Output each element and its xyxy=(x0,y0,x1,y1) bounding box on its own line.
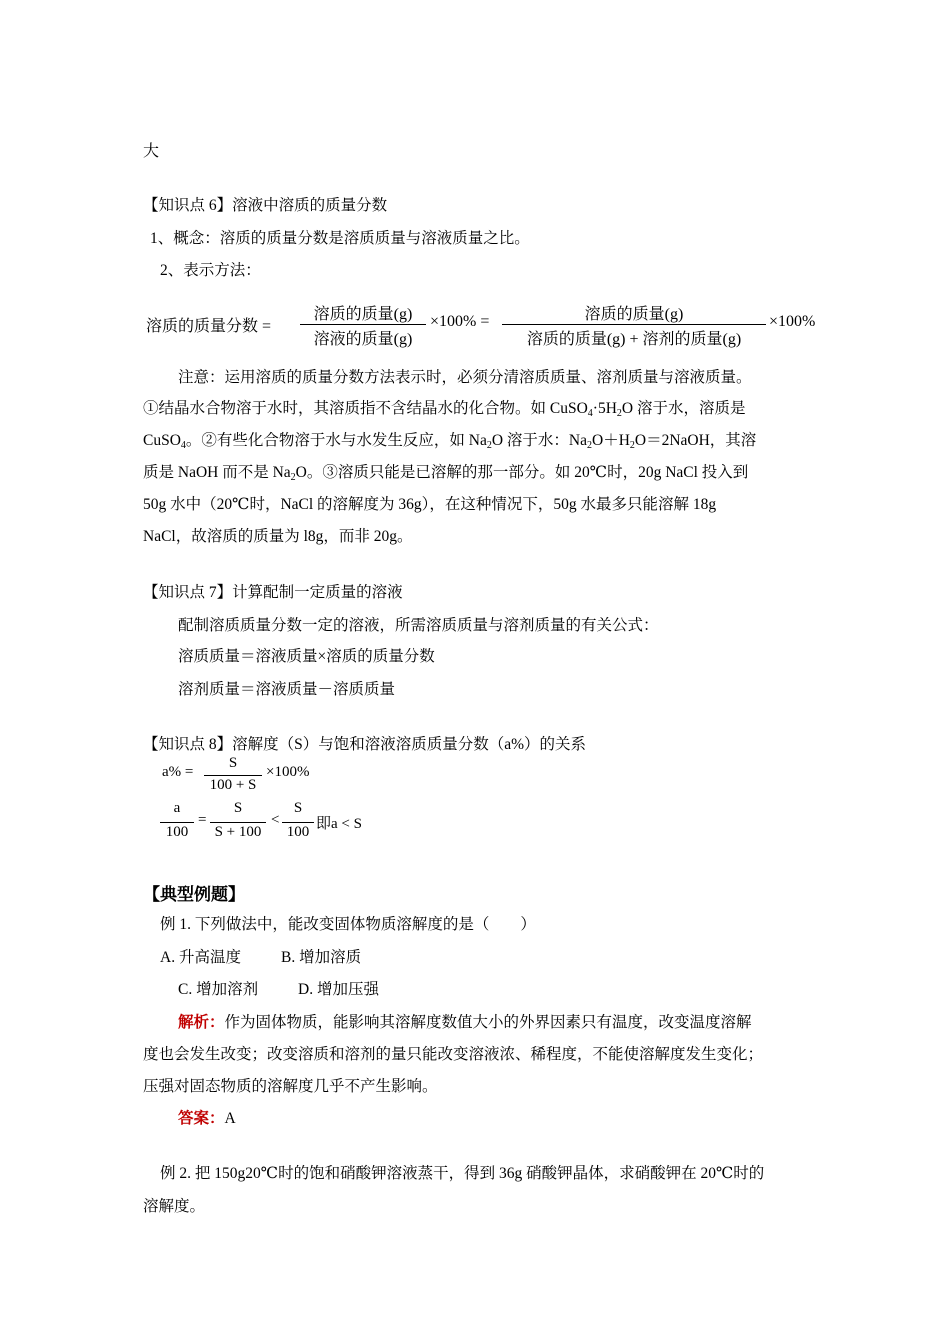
answer-label: 答案： xyxy=(178,1110,225,1127)
ex2-line-1: 例 2. 把 150g20℃时的饱和硝酸钾溶液蒸干，得到 36g 硝酸钾晶体，求硝酸钾在 20℃时的 xyxy=(160,1165,765,1182)
ex2-line-2: 溶解度。 xyxy=(143,1198,206,1215)
kp8-f2-den1: 100 xyxy=(165,824,189,840)
kp6-title: 【知识点 6】溶液中溶质的质量分数 xyxy=(143,197,388,214)
continued-text: 大 xyxy=(143,143,160,160)
kp8-f1-bar xyxy=(204,775,262,776)
formula-den1: 溶液的质量(g) xyxy=(313,331,413,348)
ex1-answer: 答案：A xyxy=(178,1110,236,1127)
examples-heading: 【典型例题】 xyxy=(143,885,245,904)
kp8-f1-den: 100 + S xyxy=(209,777,257,793)
kp8-f2-num3: S xyxy=(293,800,303,816)
formula-num2: 溶质的质量(g) xyxy=(584,306,684,323)
kp7-line-2: 溶质质量＝溶液质量×溶质的质量分数 xyxy=(178,648,435,665)
formula-lhs: 溶质的质量分数 = xyxy=(146,318,272,335)
note-line-3: CuSO$_4$。②有些化合物溶于水与水发生反应，如 $Na_2O$ 溶于水：$Na_2O+H_2O=2NaOH$，其溶 xyxy=(143,432,757,451)
formula-den2: 溶质的质量(g) + 溶剂的质量(g) xyxy=(526,331,742,348)
fraction-bar-1 xyxy=(300,324,426,325)
formula-num1: 溶质的质量(g) xyxy=(313,306,413,323)
kp8-title: 【知识点 8】溶解度（S）与饱和溶液溶质质量分数（a%）的关系 xyxy=(143,736,587,753)
ex1-option-b: B. 增加溶质 xyxy=(281,949,362,966)
kp8-f1-lhs: a% = xyxy=(162,764,194,780)
ex1-analysis-line-1: 解析：作为固体物质，能影响其溶解度数值大小的外界因素只有温度，改变温度溶解 xyxy=(178,1014,752,1031)
note-line-5: 50g 水中（20℃时，NaCl 的溶解度为 36g），在这种情况下，50g 水最多只能溶解 18g xyxy=(143,496,717,513)
kp8-f2-num2: S xyxy=(233,800,243,816)
ex1-analysis-line-3: 压强对固态物质的溶解度几乎不产生影响。 xyxy=(143,1078,438,1095)
formula-mid: ×100% = xyxy=(430,313,490,330)
kp8-f2-bar1 xyxy=(160,822,194,823)
kp8-f2-lt: < xyxy=(271,812,280,828)
note-line-6: NaCl，故溶质的质量为 l8g，而非 20g。 xyxy=(143,528,413,545)
kp8-f2-bar3 xyxy=(282,822,314,823)
ex1-option-d: D. 增加压强 xyxy=(298,981,379,998)
kp8-f2-tail: 即a < S xyxy=(316,816,362,832)
kp6-method: 2、表示方法： xyxy=(160,262,261,279)
kp8-f2-den3: 100 xyxy=(286,824,310,840)
kp6-concept: 1、概念：溶质的质量分数是溶质质量与溶液质量之比。 xyxy=(150,230,530,247)
note-line-1: 注意：运用溶质的质量分数方法表示时，必须分清溶质质量、溶剂质量与溶液质量。 xyxy=(178,369,752,386)
kp8-f2-num1: a xyxy=(173,800,181,816)
ex1-option-a: A. 升高温度 xyxy=(160,949,241,966)
kp8-f2-den2: S + 100 xyxy=(214,824,262,840)
ex1-analysis-line-2: 度也会发生改变；改变溶质和溶剂的量只能改变溶液浓、稀程度，不能使溶解度发生变化； xyxy=(143,1046,764,1063)
kp8-f1-num: S xyxy=(228,755,238,771)
formula-tail: ×100% xyxy=(769,313,816,330)
note-line-4: 质是 NaOH 而不是 $Na_2O$。③溶质只能是已溶解的那一部分。如 20℃时，20g NaCl 投入到 xyxy=(143,464,749,483)
analysis-label: 解析： xyxy=(178,1014,225,1031)
kp8-f1-tail: ×100% xyxy=(266,764,310,780)
fraction-bar-2 xyxy=(502,324,766,325)
ex1-question: 例 1. 下列做法中，能改变固体物质溶解度的是（ ） xyxy=(160,916,536,933)
note-line-2: ①结晶水合物溶于水时，其溶质指不含结晶水的化合物。如 $CuSO_4\cdot 5H_2O$ 溶于水，溶质是 xyxy=(143,400,746,419)
ex1-option-c: C. 增加溶剂 xyxy=(178,981,259,998)
kp8-f2-eq: = xyxy=(198,812,207,828)
kp7-title: 【知识点 7】计算配制一定质量的溶液 xyxy=(143,584,403,601)
kp8-f2-bar2 xyxy=(210,822,266,823)
kp7-line-3: 溶剂质量＝溶液质量－溶质质量 xyxy=(178,681,396,698)
kp7-line-1: 配制溶质质量分数一定的溶液，所需溶质质量与溶剂质量的有关公式： xyxy=(178,617,659,634)
